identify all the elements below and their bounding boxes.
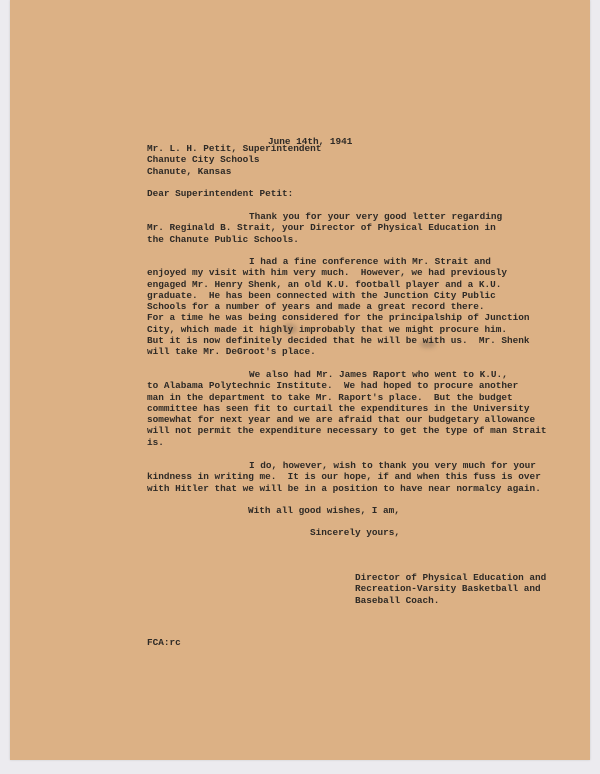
paragraph-line: enjoyed my visit with him very much. However, we had previously xyxy=(147,267,508,279)
signature-line: Recreation-Varsity Basketball and xyxy=(355,583,541,595)
address-line: Chanute, Kansas xyxy=(147,165,232,177)
paragraph-line: I had a fine conference with Mr. Strait and xyxy=(249,256,491,267)
paragraph-1 xyxy=(147,211,502,245)
typist-initials: FCA:rc xyxy=(147,637,181,648)
paragraph-2 xyxy=(147,256,530,358)
paragraph-line: will take Mr. DeGroot's place. xyxy=(147,346,316,358)
paragraph-line: to Alabama Polytechnic Institute. We had hoped to procure another xyxy=(147,380,519,392)
paragraph-line: But it is now definitely decided that he will be with us. Mr. Shenk xyxy=(147,335,530,347)
signature-block xyxy=(355,572,546,606)
paragraph-line: the Chanute Public Schools. xyxy=(147,233,299,245)
signature-line: Baseball Coach. xyxy=(355,594,440,606)
paragraph-line: For a time he was being considered for the principalship of Junction xyxy=(147,312,530,324)
paragraph-line: committee has seen fit to curtail the expenditures in the University xyxy=(147,402,530,414)
paragraph-line: with Hitler that we will be in a position to have near normalcy again. xyxy=(147,482,541,494)
paragraph-line: Thank you for your very good letter regarding xyxy=(249,211,503,222)
complimentary-close: Sincerely yours, xyxy=(310,527,401,538)
paragraph-line: graduate. He has been connected with the Junction City Public xyxy=(147,289,496,301)
paragraph-line: man in the department to take Mr. Raport's place. But the budget xyxy=(147,391,513,403)
paragraph-line: is. xyxy=(147,436,164,448)
paragraph-line: engaged Mr. Henry Shenk, an old K.U. football player and a K.U. xyxy=(147,278,502,290)
letter-date: June 14th, 1941 xyxy=(268,136,353,147)
signature-line: Director of Physical Education and xyxy=(355,572,547,583)
paragraph-line: We also had Mr. James Raport who went to K.U., xyxy=(249,369,508,380)
paragraph-line: City, which made it highly improbably that we might procure him. xyxy=(147,323,508,335)
paragraph-line: I do, however, wish to thank you very much for your xyxy=(249,460,536,471)
recipient-address xyxy=(147,143,321,177)
address-line: Mr. L. H. Petit, Superintendent xyxy=(147,143,322,154)
paragraph-3 xyxy=(147,369,546,448)
salutation: Dear Superintendent Petit: xyxy=(147,188,294,199)
paragraph-line: Schools for a number of years and made a great record there. xyxy=(147,301,485,313)
paragraph-line: kindness in writing me. It is our hope, if and when this fuss is over xyxy=(147,471,541,483)
paragraph-line: somewhat for next year and we are afraid that our budgetary allowance xyxy=(147,414,536,426)
paragraph-4 xyxy=(147,460,541,494)
paragraph-line: Mr. Reginald B. Strait, your Director of Physical Education in xyxy=(147,222,496,234)
closing-line: With all good wishes, I am, xyxy=(248,505,400,516)
address-line: Chanute City Schools xyxy=(147,154,260,166)
paragraph-line: will not permit the expenditure necessary to get the type of man Strait xyxy=(147,425,547,437)
